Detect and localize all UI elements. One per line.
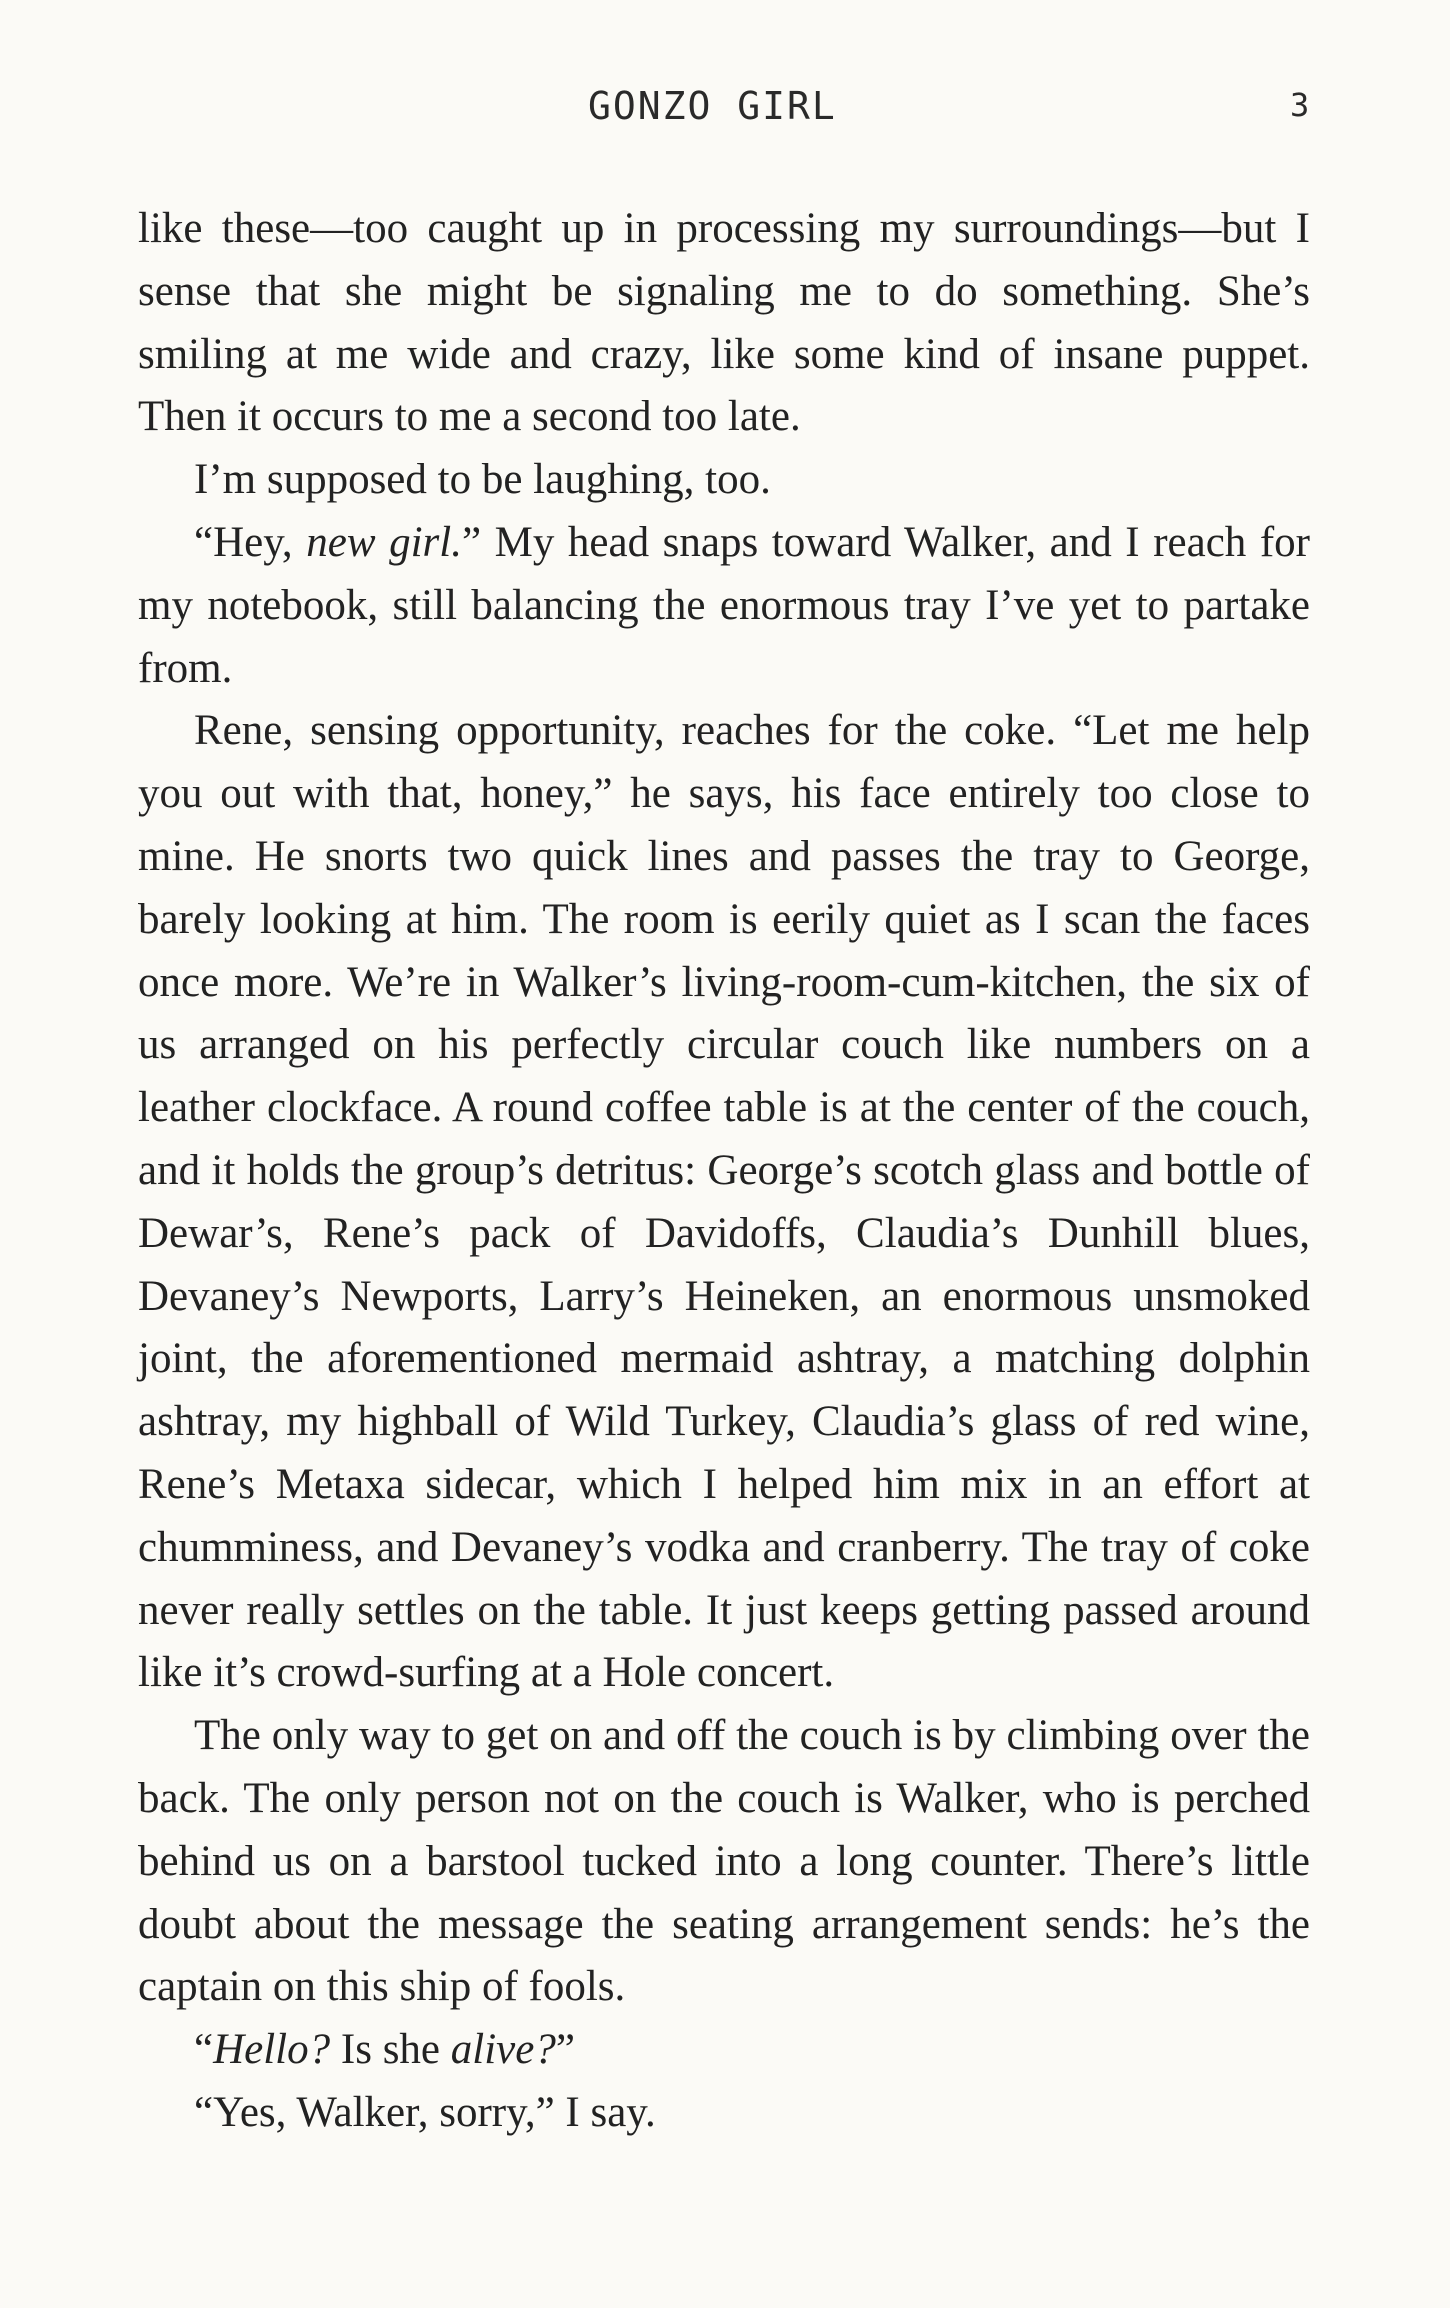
paragraph: The only way to get on and off the couch is by climbing over the back. The only person not on the couch is Walker, who is perched behind us on a barstool tucked into a long counter. There’s little doubt about the message the seating arrangement sends: he’s the captain on this ship of fools.	[138, 1712, 1310, 2011]
running-head-title: GONZO GIRL	[588, 84, 837, 128]
paragraph-dialogue: “Yes, Walker, sorry,” I say.	[194, 2088, 656, 2136]
quote-open: “	[194, 2026, 214, 2074]
paragraph-dialogue	[138, 2019, 1310, 2082]
paragraph: Rene, sensing opportunity, reaches for the coke. “Let me help you out with that, honey,” he says, his face entirely too close to mine. He snorts two quick lines and passes the tray to George, barely looking at him. The room is eerily quiet as I scan the faces once more. We’re in Walker’s living-room-cum-kitchen, the six of us arranged on his perfectly circular couch like numbers on a leather clockface. A round coffee table is at the center of the couch, and it holds the group’s detritus: George’s scotch glass and bottle of Dewar’s, Rene’s pack of Davidoffs, Claudia’s Dunhill blues, Devaney’s Newports, Larry’s Heineken, an enormous unsmoked joint, the aforementioned mermaid ashtray, a matching dolphin ashtray, my highball of Wild Turkey, Claudia’s glass of red wine, Rene’s Metaxa sidecar, which I helped him mix in an effort at chumminess, and Devaney’s vodka and cranberry. The tray of coke never really settles on the table. It just keeps getting passed around like it’s crowd-surfing at a Hole concert.	[138, 707, 1310, 1697]
page-number: 3	[1290, 86, 1310, 124]
paragraph-continued: like these—too caught up in processing my surroundings—but I sense that she might be signaling me to do something. She’s smiling at me wide and crazy, like some kind of insane puppet. Then it occurs to me a second too late.	[138, 205, 1310, 441]
dialogue-open: “Hey,	[194, 518, 307, 566]
running-head	[0, 84, 1450, 134]
italic-phrase: alive?	[450, 2026, 556, 2074]
paragraph: I’m supposed to be laughing, too.	[194, 456, 771, 504]
body-text	[138, 198, 1310, 2145]
dialogue-middle: Is she	[330, 2026, 451, 2074]
italic-phrase: Hello?	[213, 2026, 331, 2074]
italic-phrase: new girl.	[306, 518, 462, 566]
quote-close: ”	[555, 2026, 575, 2074]
dialogue-rest: ” My head snaps toward Walker, and I reach for my notebook, still balancing the enormous tray I’ve yet to partake from.	[138, 518, 1310, 692]
paragraph-dialogue	[138, 512, 1310, 700]
